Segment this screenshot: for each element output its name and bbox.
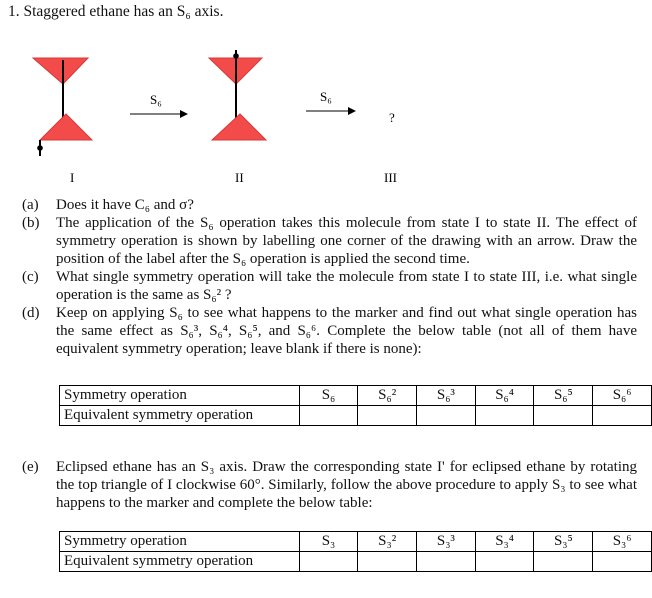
op-cell: S₆³: [417, 386, 476, 406]
state-i-drawing: [33, 58, 92, 156]
question-label: (b): [22, 215, 40, 231]
op-cell: S₆⁵: [534, 386, 593, 406]
op-cell: S₃³: [417, 532, 476, 552]
answer-cell[interactable]: [299, 406, 358, 426]
state-ii-drawing: [209, 50, 266, 140]
row-header-symmetry-operation: Symmetry operation: [60, 386, 300, 406]
question-d: [22, 304, 637, 358]
state-label-i: I: [70, 170, 75, 185]
problem-heading: 1. Staggered ethane has an S₆ axis.: [8, 3, 224, 20]
answer-cell[interactable]: [417, 552, 476, 572]
op-cell: S₆²: [358, 386, 417, 406]
question-label: (d): [22, 305, 40, 321]
question-b: [22, 214, 637, 268]
row-header-equivalent-operation: Equivalent symmetry operation: [60, 552, 300, 572]
answer-cell[interactable]: [475, 552, 534, 572]
question-text: The application of the S₆ operation takes this molecule from state I to state II. The effect of symmetry operation is shown by labelling one corner of the drawing with an arrow. Draw the position of the label after the S₆ operation is applied the second time.: [56, 215, 637, 267]
op-cell: S₃⁶: [593, 532, 652, 552]
question-label: (e): [22, 459, 39, 475]
op-cell: S₆⁶: [593, 386, 652, 406]
answer-cell[interactable]: [593, 406, 652, 426]
table-row: [60, 386, 652, 406]
s6-arrow-2-label: S₆: [320, 89, 332, 104]
answer-cell[interactable]: [299, 552, 358, 572]
question-label: (c): [22, 269, 39, 285]
table-row: [60, 532, 652, 552]
state-iii-unknown: ?: [389, 110, 395, 125]
question-list: [22, 196, 637, 358]
state-ii-marker-dot: [233, 53, 239, 59]
state-i-bottom-triangle: [40, 114, 92, 140]
op-cell: S₃: [299, 532, 358, 552]
question-text: Eclipsed ethane has an S₃ axis. Draw the corresponding state I' for eclipsed ethane by rotating the top triangle of I clockwise 60°. Similarly, follow the above procedure to apply S₃ to see what happens to the marker and complete the below table:: [56, 459, 637, 511]
question-text: Keep on applying S₆ to see what happens to the marker and find out what single operation has the same effect as S₆³, S₆⁴, S₆⁵, and S₆⁶. Complete the below table (not all of them have equivalent symmetry operation; leave blank if there is none):: [56, 305, 637, 357]
state-ii-bottom-triangle: [212, 114, 266, 140]
op-cell: S₆: [299, 386, 358, 406]
answer-cell[interactable]: [593, 552, 652, 572]
op-cell: S₆⁴: [475, 386, 534, 406]
question-text: Does it have C₆ and σ?: [56, 197, 194, 213]
question-c: [22, 268, 637, 304]
s3-operations-table: [59, 531, 652, 572]
question-a: [22, 196, 637, 214]
op-cell: S₃⁵: [534, 532, 593, 552]
row-header-equivalent-operation: Equivalent symmetry operation: [60, 406, 300, 426]
table-row: [60, 406, 652, 426]
state-label-iii: III: [384, 170, 397, 185]
state-i-top-triangle: [33, 58, 88, 84]
answer-cell[interactable]: [358, 406, 417, 426]
answer-cell[interactable]: [417, 406, 476, 426]
s6-arrow-2-head: [348, 107, 356, 115]
op-cell: S₃⁴: [475, 532, 534, 552]
question-text: What single symmetry operation will take the molecule from state I to state III, i.e. what single operation is the same as S₆² ?: [56, 269, 637, 303]
row-header-symmetry-operation: Symmetry operation: [60, 532, 300, 552]
answer-cell[interactable]: [358, 552, 417, 572]
question-e: [22, 458, 637, 512]
s6-arrow-1-head: [180, 110, 188, 118]
op-cell: S₃²: [358, 532, 417, 552]
state-label-ii: II: [235, 170, 244, 185]
table-row: [60, 552, 652, 572]
state-i-marker-dot: [37, 145, 43, 151]
s6-arrow-1-label: S₆: [150, 92, 162, 107]
ethane-figure: [0, 40, 652, 190]
answer-cell[interactable]: [534, 552, 593, 572]
s6-operations-table: [59, 385, 652, 426]
question-label: (a): [22, 197, 39, 213]
answer-cell[interactable]: [534, 406, 593, 426]
answer-cell[interactable]: [475, 406, 534, 426]
